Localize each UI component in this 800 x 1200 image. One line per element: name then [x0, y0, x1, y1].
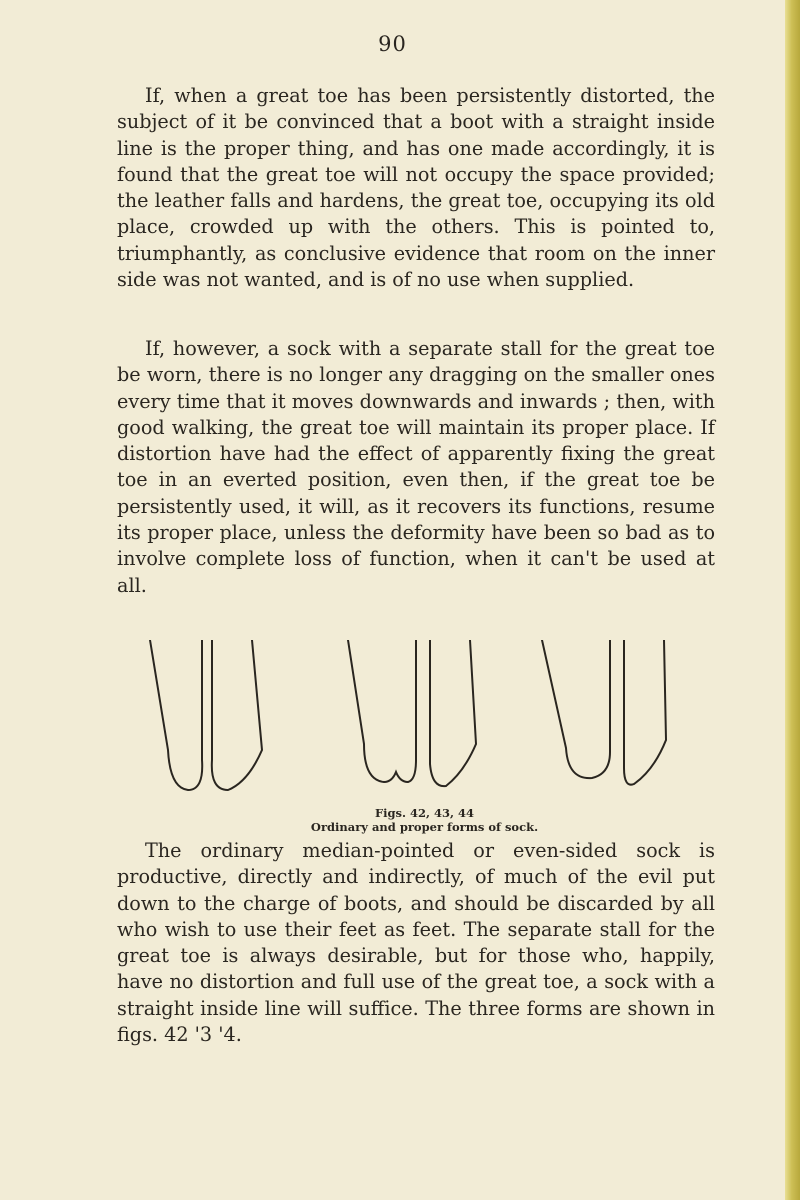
paragraph-3: The ordinary median-pointed or even-sided sock is productive, directly and indirectly, of much of the evil put down to the charge of boots, and should be discarded by all who wish to use their feet as feet. The separate stall for the great toe is always desirable, but for those who, happily, have no distortion and full use of the great toe, a sock with a straight inside line will suffice. The three forms are shown in figs. 42 '3 '4.	[117, 839, 715, 1047]
sock-figures	[140, 640, 680, 800]
paragraph-1: If, when a great toe has been persistently distorted, the subject of it be convinced that a boot with a straight inside line is the proper thing, and has one made accordingly, it is found that the great toe will not occupy the space provided; the leather falls and hardens, the great toe, occupying its old place, crowded up with the others. This is pointed to, triumphantly, as conclusive evidence that room on the inner side was not wanted, and is of no use when supplied.	[117, 84, 715, 292]
page-edge	[785, 0, 800, 1200]
figure-caption-text: Ordinary and proper forms of sock.	[310, 820, 539, 834]
sock-figure-44	[542, 640, 666, 785]
sock-figure-43	[348, 640, 476, 786]
paragraph-2: If, however, a sock with a separate stall for the great toe be worn, there is no longer any dragging on the smaller ones every time that it moves downwards and inwards ; then, with good walking, the great toe will maintain its proper place. If distortion have had the effect of apparently fixing the great toe in an everted position, even then, if the great toe be persistently used, it will, as it recovers its functions, resume its proper place, unless the deformity have been so bad as to involve complete loss of function, when it can't be used at all.	[117, 337, 715, 597]
page-number: 90	[378, 32, 407, 56]
figure-caption-title: Figs. 42, 43, 44	[374, 806, 475, 820]
sock-figure-42	[150, 640, 262, 790]
